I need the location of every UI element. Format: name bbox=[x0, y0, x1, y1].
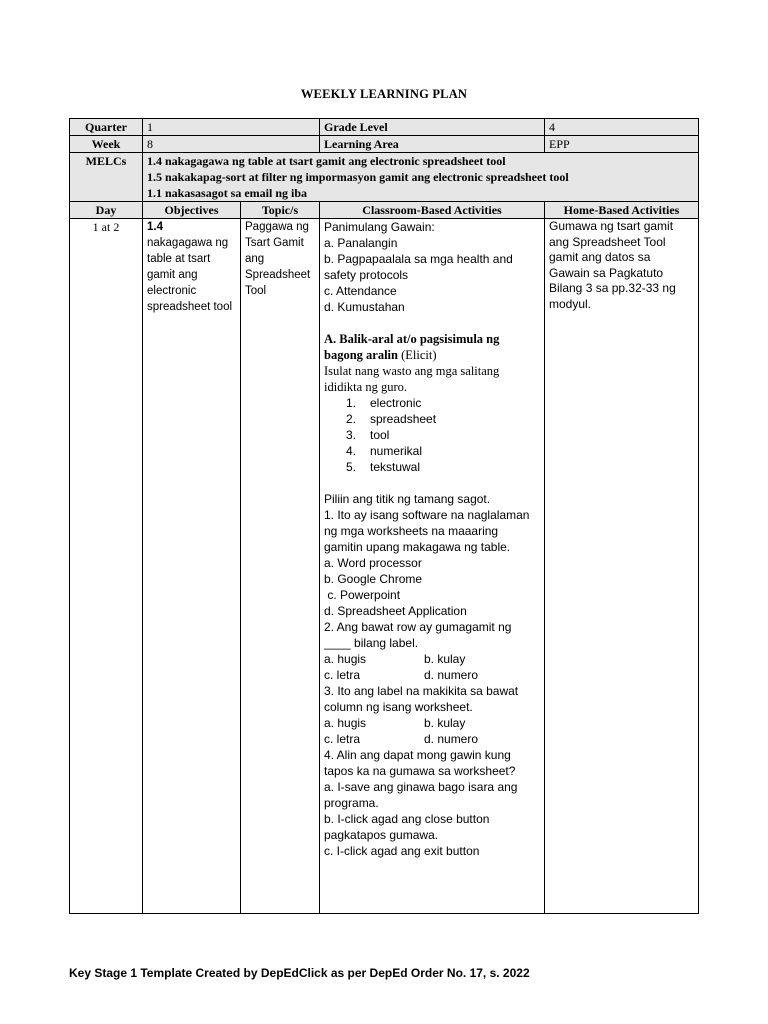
footer-text: Key Stage 1 Template Created by DepEdClick as per DepEd Order No. 17, s. 2022 bbox=[69, 966, 530, 980]
grade-label: Grade Level bbox=[320, 119, 545, 136]
quarter-value: 1 bbox=[143, 119, 320, 136]
objective-number: 1.4 bbox=[147, 221, 163, 233]
melcs-list bbox=[143, 153, 699, 202]
intro-item: c. Attendance bbox=[324, 284, 397, 298]
table-row bbox=[70, 219, 699, 914]
section-a-tag: (Elicit) bbox=[397, 348, 437, 362]
choice: b. I-click agad ang close button pagkatapos gumawa. bbox=[324, 812, 490, 842]
intro-heading: Panimulang Gawain: bbox=[324, 220, 435, 234]
page-title: WEEKLY LEARNING PLAN bbox=[300, 87, 468, 101]
question-4: 4. Alin ang dapat mong gawin kung tapos ka na gumawa sa worksheet? bbox=[324, 748, 516, 778]
objective-cell bbox=[143, 219, 241, 914]
choice-pair: c. letra d. numero bbox=[324, 668, 479, 682]
question-2: 2. Ang bawat row ay gumagamit ng ____ bilang label. bbox=[324, 620, 512, 650]
header-classroom: Classroom-Based Activities bbox=[320, 202, 545, 219]
list-item: 5. tekstuwal bbox=[346, 460, 421, 474]
melcs-row bbox=[70, 153, 699, 202]
choice-pair: c. letra d. numero bbox=[324, 732, 479, 746]
section-a-title: A. Balik-aral at/o pagsisimula ng bagong aralin bbox=[324, 332, 500, 362]
learning-plan-table bbox=[69, 118, 699, 914]
choice: a. I-save ang ginawa bago isara ang programa. bbox=[324, 780, 518, 810]
question-1: 1. Ito ay isang software na naglalaman ng mga worksheets na maaaring gamitin upang makagawa ng table. bbox=[324, 508, 530, 554]
question-3: 3. Ito ang label na makikita sa bawat column ng isang worksheet. bbox=[324, 684, 519, 714]
dictation-instruction: Isulat nang wasto ang mga salitang ididikta ng guro. bbox=[324, 364, 500, 394]
grade-value: 4 bbox=[545, 119, 699, 136]
list-item: 2. spreadsheet bbox=[346, 412, 437, 426]
intro-item: d. Kumustahan bbox=[324, 300, 405, 314]
header-topics: Topic/s bbox=[241, 202, 320, 219]
week-row bbox=[70, 136, 699, 153]
header-objectives: Objectives bbox=[143, 202, 241, 219]
choose-instruction: Piliin ang titik ng tamang sagot. bbox=[324, 492, 491, 506]
column-header-row bbox=[70, 202, 699, 219]
list-item: 1. electronic bbox=[346, 396, 422, 410]
section-a-heading bbox=[324, 331, 540, 363]
choice-pair: a. hugis b. kulay bbox=[324, 716, 466, 730]
choice: d. Spreadsheet Application bbox=[324, 604, 467, 618]
choice: c. I-click agad ang exit button bbox=[324, 844, 480, 858]
choice: c. Powerpoint bbox=[324, 588, 401, 602]
objective-text: nakagagawa ng table at tsart gamit ang electronic spreadsheet tool bbox=[147, 237, 233, 313]
home-activities-cell: Gumawa ng tsart gamit ang Spreadsheet Tool gamit ang datos sa Gawain sa Pagkatuto Bilang 3 sa pp.32-33 ng modyul. bbox=[545, 219, 699, 914]
intro-item: b. Pagpapaalala sa mga health and safety protocols bbox=[324, 252, 513, 282]
week-label: Week bbox=[70, 136, 143, 153]
quarter-row bbox=[70, 119, 699, 136]
melc-item: 1.4 nakagagawa ng table at tsart gamit ang electronic spreadsheet tool bbox=[147, 154, 506, 168]
header-home: Home-Based Activities bbox=[545, 202, 699, 219]
day-cell: 1 at 2 bbox=[70, 219, 143, 914]
intro-item: a. Panalangin bbox=[324, 236, 398, 250]
area-label: Learning Area bbox=[320, 136, 545, 153]
header-day: Day bbox=[70, 202, 143, 219]
classroom-activities-cell bbox=[320, 219, 545, 914]
melc-item: 1.5 nakakapag-sort at filter ng impormasyon gamit ang electronic spreadsheet tool bbox=[147, 170, 569, 184]
word-list bbox=[324, 395, 540, 475]
quarter-label: Quarter bbox=[70, 119, 143, 136]
choice: b. Google Chrome bbox=[324, 572, 423, 586]
melc-item: 1.1 nakasasagot sa email ng iba bbox=[147, 186, 308, 200]
area-value: EPP bbox=[545, 136, 699, 153]
choice-pair: a. hugis b. kulay bbox=[324, 652, 466, 666]
week-value: 8 bbox=[143, 136, 320, 153]
list-item: 4. numerikal bbox=[346, 444, 423, 458]
choice: a. Word processor bbox=[324, 556, 422, 570]
list-item: 3. tool bbox=[346, 428, 390, 442]
topic-cell: Paggawa ng Tsart Gamit ang Spreadsheet Tool bbox=[241, 219, 320, 914]
melcs-label: MELCs bbox=[70, 153, 143, 202]
